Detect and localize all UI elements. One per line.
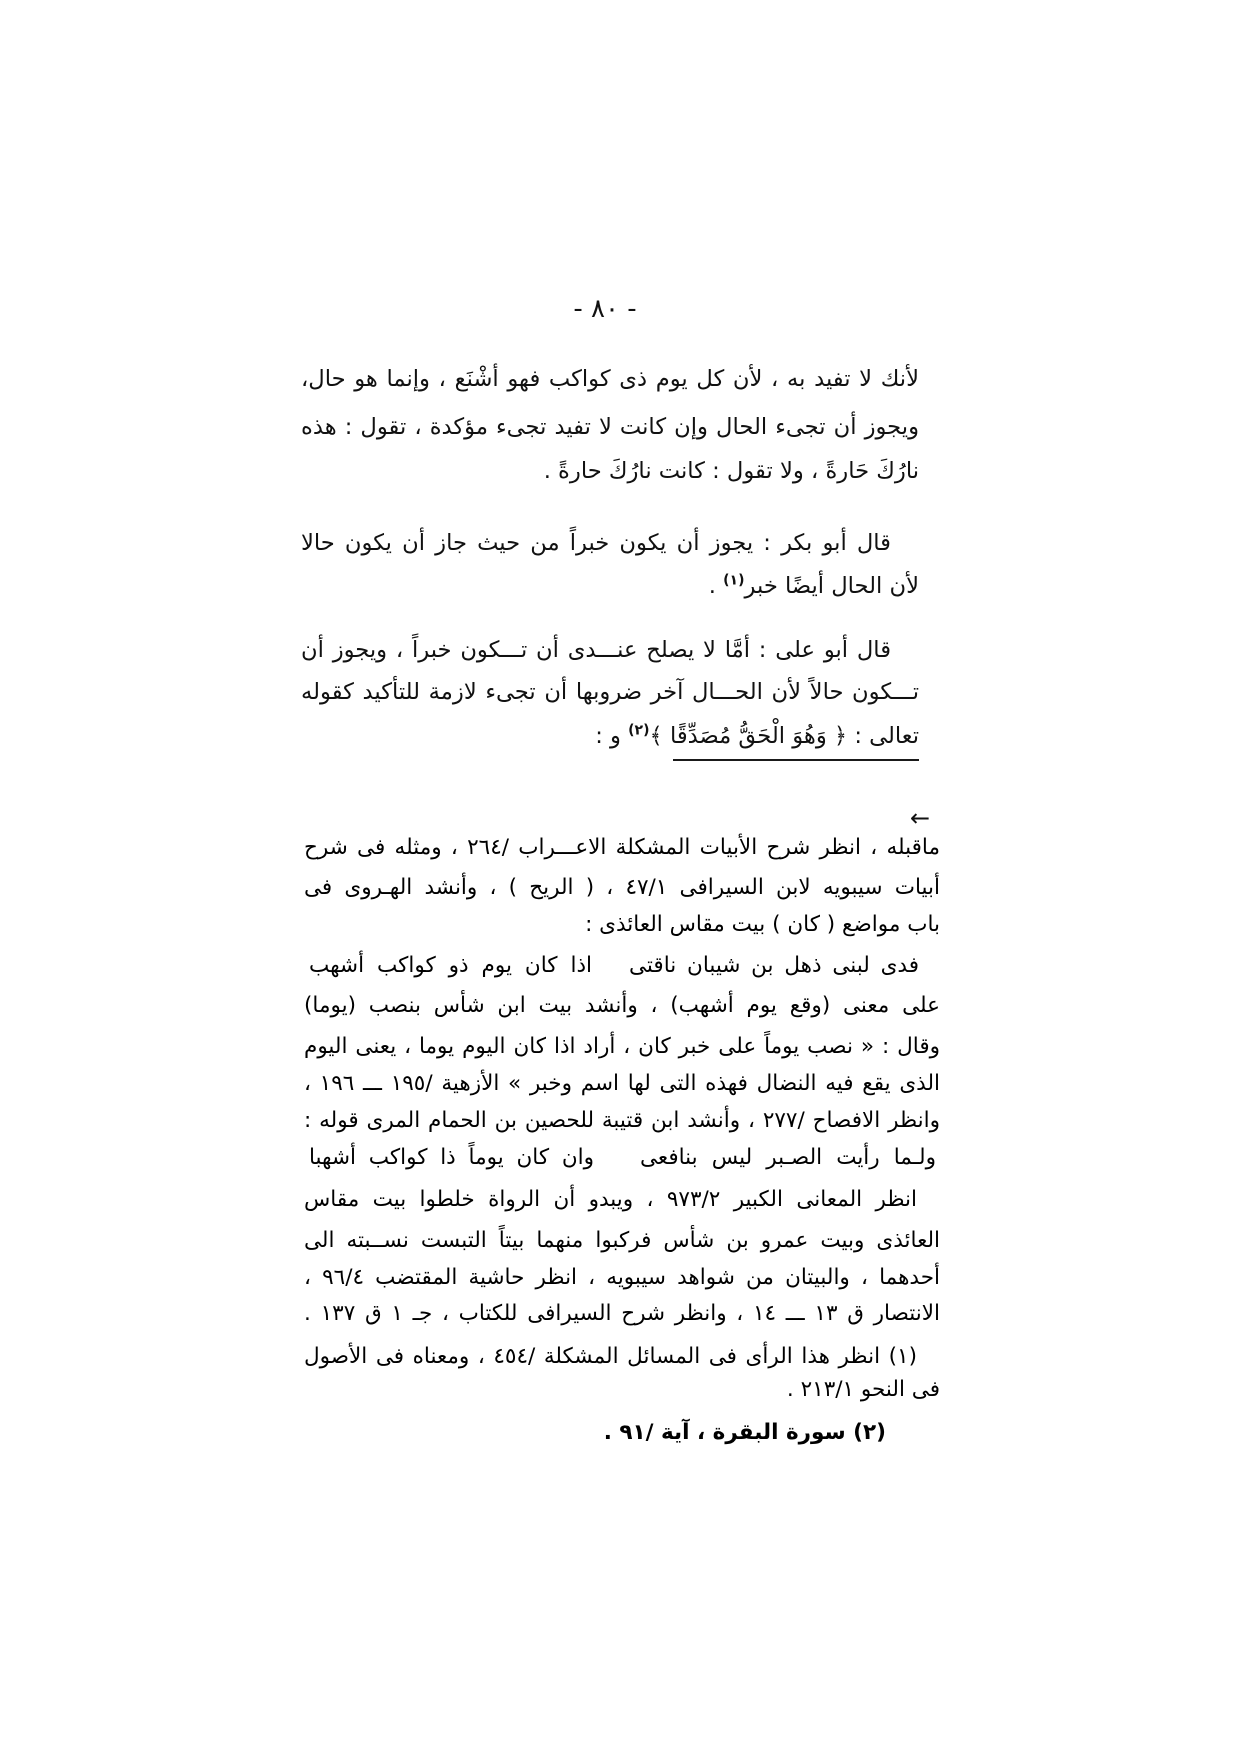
footnote-line: على معنى (وقع يوم أشهب) ، وأنشد بيت ابن شأس بنصب (يوما) — [304, 993, 940, 1018]
footnote-line: انظر المعانى الكبير ٩٧٣/٢ ، ويبدو أن الرواة خلطوا بيت مقاس — [304, 1187, 917, 1212]
continuation-arrow-icon: ← — [909, 804, 931, 832]
main-text-line: قال أبو على : أمَّا لا يصلح عنـــدى أن تـــكون خبراً ، ويجوز أن — [301, 637, 891, 663]
verse-second-hemistich: اذا كان يوم ذو كواكب أشهب — [309, 953, 592, 978]
main-text-line: ويجوز أن تجىء الحال وإن كانت لا تفيد تجىء مؤكدة ، تقول : هذه — [301, 414, 919, 440]
footnote-separator — [673, 759, 919, 761]
footnote-line: أحدهما ، والبيتان من شواهد سيبويه ، انظر حاشية المقتضب ٩٦/٤ ، — [304, 1265, 940, 1290]
main-text-line: قال أبو بكر : يجوز أن يكون خبراً من حيث جاز أن يكون حالا — [301, 530, 891, 556]
main-text-line — [300, 716, 919, 756]
verse-first-hemistich: فدى لبنى ذهل بن شيبان ناقتى — [629, 953, 919, 978]
footnote-line: وقال : « نصب يوماً على خبر كان ، أراد اذا كان اليوم يوما ، يعنى اليوم — [304, 1034, 940, 1059]
footnote-note: (١) انظر هذا الرأى فى المسائل المشكلة /٤٥٤ ، ومعناه فى الأصول — [304, 1344, 917, 1369]
footnote-line: وانظر الافصاح /٢٧٧ ، وأنشد ابن قتيبة للحصين بن الحمام المرى قوله : — [304, 1108, 940, 1133]
verse-second-hemistich: وان كان يوماً ذا كواكب أشهبا — [309, 1145, 594, 1170]
main-text-line-tail: و : — [595, 723, 629, 749]
footnote-line: ماقبله ، انظر شرح الأبيات المشكلة الاعـــراب /٢٦٤ ، ومثله فى شرح — [304, 835, 940, 860]
footnote-line: العائذى وبيت عمرو بن شأس فركبوا منهما بيتاً التبست نســبته الى — [304, 1228, 940, 1253]
main-text-line-text: لأن الحال أيضًا خبر — [744, 573, 919, 599]
footnote-marker: (٢) — [628, 722, 650, 739]
main-text-line: تـــكون حالاً لأن الحـــال آخر ضروبها أن تجىء لازمة للتأكيد كقوله — [301, 679, 919, 705]
verse-first-hemistich: ولـما رأيت الصـبر ليس بنافعى — [640, 1145, 936, 1170]
main-text-line-tail: . — [708, 573, 724, 599]
main-text-line — [300, 566, 919, 606]
footnote-note: فى النحو ٢١٣/١ . — [786, 1377, 940, 1402]
footnote-line: أبيات سيبويه لابن السيرافى ٤٧/١ ، ( الريح ) ، وأنشد الهـروى فى — [303, 875, 940, 900]
footnote-marker: (١) — [723, 572, 745, 589]
footnote-note: (٢) سورة البقرة ، آية /٩١ . — [603, 1420, 886, 1445]
main-text-line: لأنك لا تفيد به ، لأن كل يوم ذى كواكب فهو أشْنَع ، وإنما هو حال، — [301, 366, 919, 392]
main-text-line: نارُكَ حَارةً ، ولا تقول : كانت نارُكَ حارةً . — [543, 458, 919, 484]
page-number: - ٨٠ - — [573, 294, 637, 324]
footnote-line: الذى يقع فيه النضال فهذه التى لها اسم وخبر » الأزهية /١٩٥ ـــ ١٩٦ ، — [303, 1071, 940, 1096]
footnote-line: باب مواضع ( كان ) بيت مقاس العائذى : — [585, 912, 940, 937]
main-text-line-text: تعالى : ﴿ وَهُوَ الْحَقُّ مُصَدِّقًا ﴾ — [649, 723, 919, 749]
footnote-line: الانتصار ق ١٣ ـــ ١٤ ، وانظر شرح السيرافى للكتاب ، جـ ١ ق ١٣٧ . — [304, 1301, 940, 1326]
